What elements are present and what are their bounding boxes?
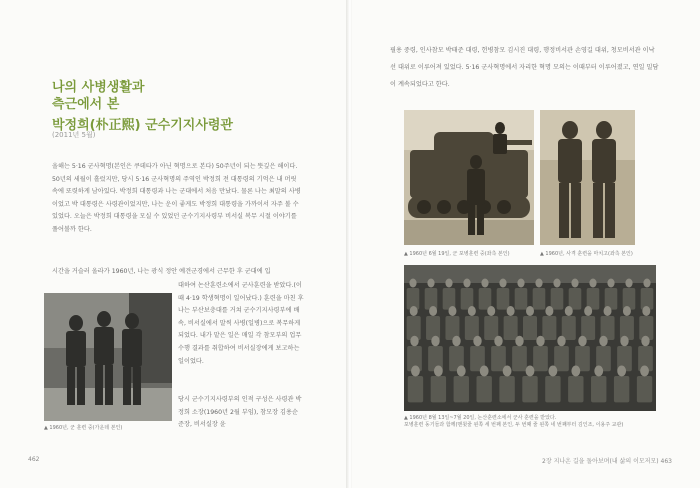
group-photo-person-body [515,288,528,310]
group-photo-person-body [637,376,652,402]
group-photo-person-head [448,306,456,316]
group-photo-person-head [445,279,452,288]
group-photo-person-head [642,306,650,316]
group-photo-person-body [499,376,514,402]
caption-group-photo-line-1: ▲ 1960년 8월 13일~7월 20일, 논산훈련소에서 군사 훈련을 받았다. [404,415,557,421]
body-paragraph-3: 대하여 논산훈련소에서 군사훈련을 받았다.(이때 4·19 학생혁명이 일어났다.) 훈련을 마친 후 나는 부산보충대를 거쳐 군수기지사령부에 배속, 비서실에서 말씩 사병(일병)으로 복무하게 되었다. 내가 맡은 일은 매일 각 참모부의 업무수행 결과를 취합하여 비서실장에게 보고하는 일이었다. [178,282,304,365]
caption-left-photo: ▲ 1960년, 군 훈련 중(가운데 본인) [44,425,123,431]
photo-two-soldiers [540,110,635,245]
group-photo-person-body [533,346,548,371]
group-photo-person-head [457,366,466,377]
page-number-right: 463 [660,458,672,465]
caption-pair-photo: ▲ 1960년, 사격 훈련을 마치고(좌측 본인) [540,251,633,257]
group-photo-person-body [512,346,527,371]
group-photo-person-body [476,376,491,402]
group-photo-person-head [526,366,535,377]
group-photo-person-body [425,288,438,310]
group-photo-person-head [499,279,506,288]
body-paragraph-top: 필용 중령, 인사참모 박태준 대령, 헌병참모 김시진 대령, 행정비서관 손영길 대위, 청모비서관 이낙선 대위로 이루어져 있었다. 5·16 군사혁명에서 자리한 혁명 모의는 이때부터 이루어졌고, 연일 밀담이 계속되었다고 한다. [390,47,659,88]
group-photo-person-head [427,279,434,288]
caption-group-photo-line-2: 포병훈련 동기들과 함께(맨윗줄 왼쪽 세 번째 본인, 두 번째 줄 왼쪽 네 번째부터 김인조, 이용주 교관) [404,422,624,428]
body-paragraph-2: 시간을 거슬러 올라가 1960년, 나는 광식 정안 예견군경에서 근무한 후 군대에 입 [52,268,271,275]
group-photo-person-head [487,306,495,316]
photo-soldiers-three [44,293,172,421]
group-photo-person-head [599,336,607,347]
group-photo-person-head [640,366,649,377]
group-photo-person-head [641,336,649,347]
group-photo-person-body [497,288,510,310]
group-photo-person-head [410,336,418,347]
group-photo-person-head [503,366,512,377]
group-photo-person-head [545,306,553,316]
group-photo-person-head [578,336,586,347]
group-photo-person-body [484,316,498,340]
group-photo-person-head [507,306,515,316]
group-photo-person-body [491,346,506,371]
chapter-title-line-1: 나의 사병생활과 [52,80,145,95]
left-page [0,0,348,488]
caption-tank-photo: ▲ 1960년 6월 19일, 군 포병훈련 중(좌측 본인) [404,251,510,257]
group-photo-person-head [434,366,443,377]
chapter-title-line-3: 박정희(朴正熙) 군수기지사령관 [52,118,233,133]
group-photo-person-body [614,376,629,402]
group-photo-person-head [536,336,544,347]
group-photo-person-body [568,376,583,402]
group-photo-person-body [545,376,560,402]
group-photo-person-head [411,366,420,377]
group-photo-person-head [480,366,489,377]
group-photo-person-body [408,376,423,402]
group-photo-person-head [607,279,614,288]
right-page [352,0,700,488]
chapter-title-line-2: 측근에서 본 [52,97,120,112]
group-photo-person-head [565,306,573,316]
group-photo-person-head [429,306,437,316]
group-photo-person-head [410,306,418,316]
group-photo-person-head [473,336,481,347]
group-photo-person-head [494,336,502,347]
group-photo-person-head [468,306,476,316]
group-photo-person-head [553,279,560,288]
group-photo-person-body [426,316,440,340]
group-photo-person-head [571,366,580,377]
group-photo-person-head [617,366,626,377]
group-photo-person-head [625,279,632,288]
group-photo-person-body [554,346,569,371]
group-photo-person-head [526,306,534,316]
running-head-and-page-number [542,456,672,465]
group-photo-person-head [463,279,470,288]
running-head: 2장 지나온 길을 돌아보며(내 삶의 이모저모) [542,458,659,465]
group-photo-person-head [643,279,650,288]
group-photo-person-head [557,336,565,347]
group-photo-person-body [523,316,537,340]
page-number-left: 462 [28,456,40,463]
group-photo-person-body [522,376,537,402]
group-photo-person-head [571,279,578,288]
photo-tank [404,110,534,245]
group-photo-person-head [623,306,631,316]
group-photo-person-head [549,366,558,377]
group-photo-person-body [533,288,546,310]
group-photo-person-body [623,288,636,310]
group-photo-person-head [431,336,439,347]
group-photo-person-body [504,316,518,340]
group-photo-person-head [604,306,612,316]
group-photo-person-body [562,316,576,340]
group-photo-person-head [481,279,488,288]
group-photo-person-body [620,316,634,340]
group-photo-person-body [551,288,564,310]
group-photo-person-head [620,336,628,347]
group-photo-person-body [454,376,469,402]
group-photo-person-head [452,336,460,347]
group-photo-person-body [591,376,606,402]
group-photo-person-head [515,336,523,347]
group-photo-person-body [569,288,582,310]
group-photo-person-head [584,306,592,316]
group-photo-person-head [594,366,603,377]
body-paragraph-4: 당시 군수기지사령부의 인적 구성은 사령관 박정희 소장(1960년 2월 부임), 참모장 김용순 준장, 비서실장 윤 [178,396,302,429]
photo-group-training-class [404,265,656,411]
chapter-date: (2011년 5월) [52,131,96,139]
group-photo-person-head [589,279,596,288]
group-photo-person-head [535,279,542,288]
group-photo-person-body [542,316,556,340]
group-photo-person-body [479,288,492,310]
group-photo-person-body [431,376,446,402]
body-paragraph-1: 올해는 5·16 군사혁명(본인은 쿠데타가 아닌 혁명으로 본다) 50주년이 되는 뜻깊은 해이다. 50년의 세월이 흘렀지만, 당시 5·16 군사혁명의 주역인 박정희 전 대통령의 기억은 내 머릿속에 또렷하게 남아있다. 박정희 대통령과 나는 군대에서 처음 만났다. 물론 나는 최말의 사병이었고 박 대통령은 사령관이었지만, 나는 운이 좋게도 박정희 대통령을 가까이서 자주 볼 수 있었다. 오늘은 박정희 대통령을 모실 수 있었던 군수기지사령부 비서실 복무 시절 이야기를 풀어볼까 한다. [52,163,301,233]
group-photo-person-head [409,279,416,288]
group-photo-person-head [517,279,524,288]
